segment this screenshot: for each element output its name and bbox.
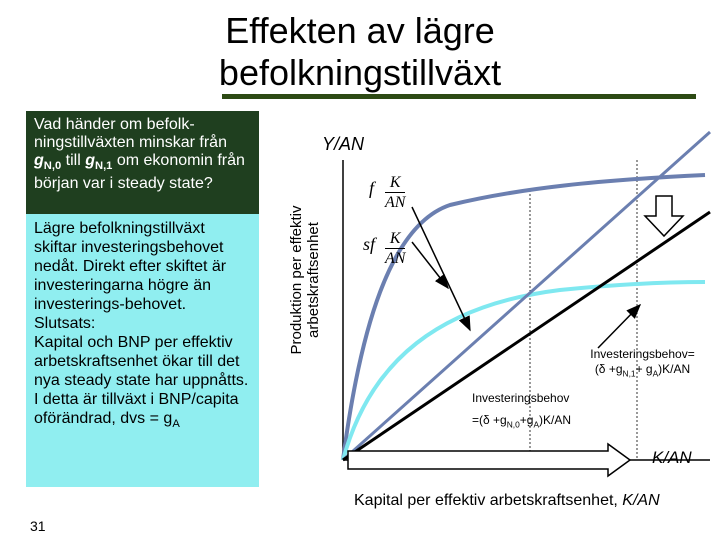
g-sub-1: N,1: [94, 160, 113, 173]
g-symbol-0: g: [34, 152, 44, 169]
y-axis-title-line-1: Produktion per effektiv: [288, 205, 305, 355]
inv-old-line-2: $=(\delta +g_{N,0}+g_A)K/AN$: [472, 413, 572, 430]
g-symbol-1: g: [85, 152, 95, 169]
title-line-1: Effekten av lägre: [225, 10, 495, 51]
arrow-to-production: [412, 207, 470, 330]
arrow-to-new-line: [598, 305, 640, 348]
title-line-2: befolkningstillväxt: [218, 52, 502, 93]
x-axis-title-text: Kapital per effektiv arbetskraftsenhet,: [354, 492, 623, 509]
fraction-denominator-2: AN: [385, 250, 406, 267]
conclusion-heading: Slutsats:: [34, 315, 96, 332]
saving-fraction: [385, 231, 405, 267]
shift-down-arrow: [645, 196, 683, 236]
production-fraction: [385, 175, 405, 211]
slide-number: 31: [30, 518, 46, 534]
inv-new-line-2: $(\delta +g_{N,1}+ g_A)K/AN$: [594, 362, 691, 379]
x-axis-title-symbol: K/AN: [622, 492, 660, 509]
investment-requirement-new-label: [570, 347, 715, 381]
y-axis-symbol: Y/AN: [322, 134, 365, 154]
production-function-symbol: f: [369, 178, 375, 198]
inv-new-line-1: Investeringsbehov=: [590, 347, 695, 361]
fraction-denominator-1: AN: [385, 194, 406, 211]
g-a-sub: A: [172, 418, 180, 431]
saving-function-symbol: sf: [363, 234, 376, 254]
fraction-numerator-2: K: [385, 231, 405, 249]
investment-requirement-old-label: [472, 390, 622, 432]
shift-right-arrow: [348, 444, 630, 476]
y-axis-title-line-2: arbetskraftsenhet: [305, 222, 322, 338]
question-text-c: om ekonomin från början var i steady state?: [34, 152, 245, 193]
inv-old-line-1: Investeringsbehov: [472, 391, 570, 405]
x-axis-symbol: K/AN: [652, 448, 692, 467]
answer-paragraph-1: Lägre befolkningstillväxt skiftar investeringsbehovet nedåt. Direkt efter skiftet är investeringarna högre än investerings-behovet.: [34, 220, 227, 313]
answer-paragraph-3-text: Kapital och BNP per effektiv arbetskraftsenhet ökar till det nya steady state har uppnåtts. I detta är tillväxt i BNP/capita oförändrad, dvs = g: [34, 334, 249, 427]
x-axis-title: [354, 492, 660, 510]
question-text-a: Vad händer om befolk-ningstillväxten minskar från: [34, 116, 227, 151]
question-text-b: till: [61, 152, 86, 169]
g-sub-0: N,0: [43, 160, 62, 173]
fraction-numerator-1: K: [385, 175, 405, 193]
arrow-to-saving: [412, 242, 448, 288]
